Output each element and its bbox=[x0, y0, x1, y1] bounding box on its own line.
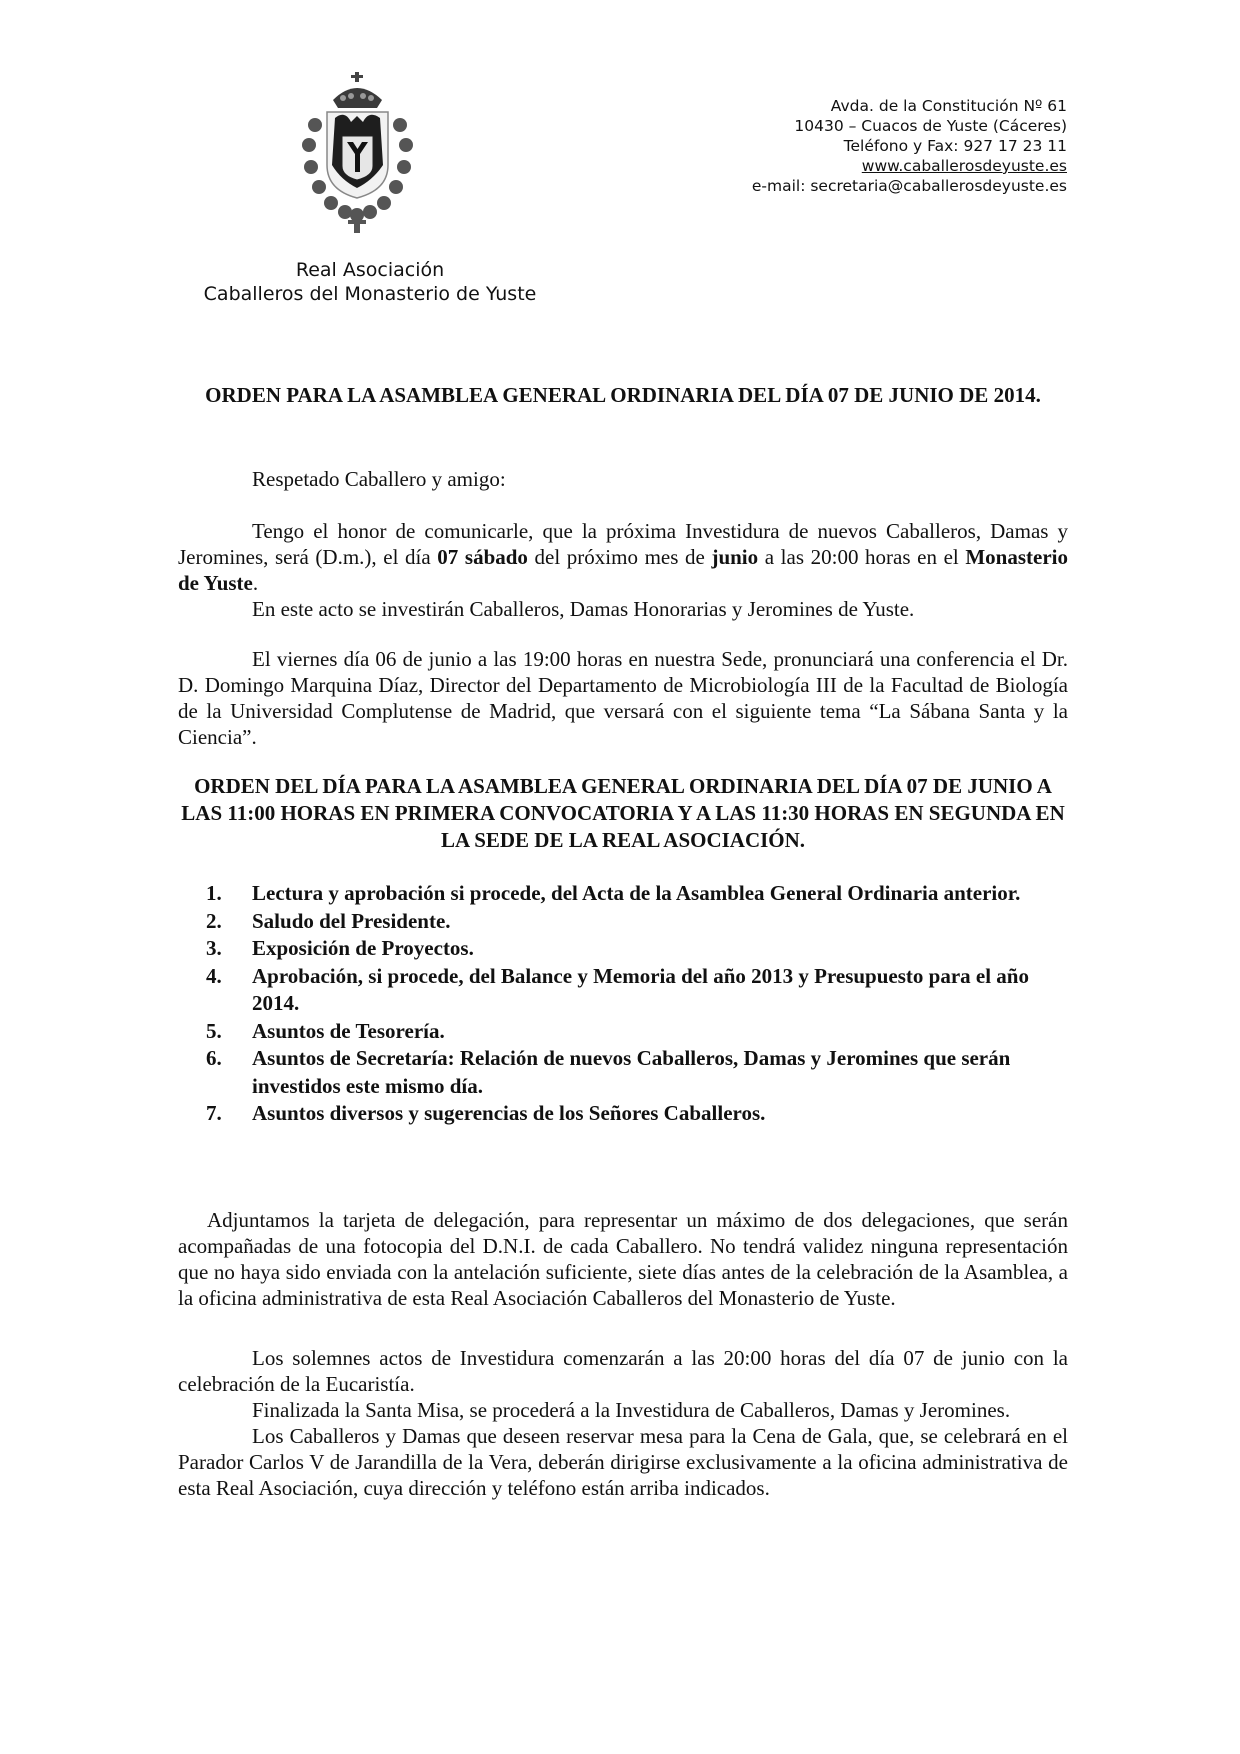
bold-month: junio bbox=[711, 545, 759, 569]
text-run: . bbox=[252, 571, 259, 595]
closing-paragraph-2: Finalizada la Santa Misa, se procederá a la Investidura de Caballeros, Damas y Jeromines. bbox=[252, 1398, 1011, 1422]
agenda-item bbox=[206, 935, 1068, 963]
agenda-text: Aprobación, si procede, del Balance y Memoria del año 2013 y Presupuesto para el año 2014. bbox=[252, 963, 1029, 1015]
text-run: Tengo el honor de comunicarle, que la próxima Investidura de nuevos Caballeros, Damas y Jeromines, será (D.m.), el día bbox=[178, 519, 1068, 569]
agenda-number: 1. bbox=[206, 881, 222, 905]
intro-section bbox=[178, 518, 1068, 622]
contact-info bbox=[752, 96, 1067, 196]
bold-venue: Monasterio de Yuste bbox=[178, 545, 1068, 595]
text-run: del próximo mes de bbox=[527, 545, 712, 569]
text-run: a las 20:00 horas en el bbox=[758, 545, 966, 569]
agenda-number: 7. bbox=[206, 1101, 222, 1125]
address-line-1: Avda. de la Constitución Nº 61 bbox=[830, 97, 1067, 115]
closing-section bbox=[178, 1345, 1068, 1501]
agenda-number: 3. bbox=[206, 936, 222, 960]
agenda-number: 2. bbox=[206, 908, 222, 933]
phone-fax: Teléfono y Fax: 927 17 23 11 bbox=[843, 137, 1067, 155]
agenda-item bbox=[206, 1100, 1068, 1128]
bold-date: 07 sábado bbox=[437, 545, 528, 569]
delegation-section bbox=[178, 1207, 1068, 1311]
agenda-number: 4. bbox=[206, 963, 222, 988]
agenda-text: Lectura y aprobación si procede, del Acta de la Asamblea General Ordinaria anterior. bbox=[252, 881, 1021, 905]
conference-section bbox=[178, 646, 1068, 750]
document-title: ORDEN PARA LA ASAMBLEA GENERAL ORDINARIA DEL DÍA 07 DE JUNIO DE 2014. bbox=[205, 383, 1041, 407]
delegation-paragraph: Adjuntamos la tarjeta de delegación, para representar un máximo de dos delegaciones, que serán acompañadas de una fotocopia del D.N.I. de cada Caballero. No tendrá validez ninguna representación que no haya sido enviada con la antelación suficiente, siete días antes de la celebración de la Asamblea, a la oficina administrativa de esta Real Asociación Caballeros del Monasterio de Yuste. bbox=[178, 1208, 1068, 1310]
agenda-item bbox=[206, 963, 1068, 1018]
coat-of-arms-logo bbox=[285, 70, 430, 235]
organization-name bbox=[185, 258, 555, 306]
org-line-1: Real Asociación bbox=[295, 259, 445, 281]
org-line-2: Caballeros del Monasterio de Yuste bbox=[203, 283, 537, 305]
agenda-item bbox=[206, 908, 1068, 936]
address-line-2: 10430 – Cuacos de Yuste (Cáceres) bbox=[794, 117, 1067, 135]
intro-paragraph-2: En este acto se investirán Caballeros, Damas Honorarias y Jeromines de Yuste. bbox=[252, 597, 915, 621]
agenda-item bbox=[206, 1045, 1068, 1100]
agenda-number: 5. bbox=[206, 1018, 222, 1043]
email-address[interactable]: e-mail: secretaria@caballerosdeyuste.es bbox=[751, 177, 1067, 195]
agenda-list bbox=[206, 880, 1068, 1128]
greeting: Respetado Caballero y amigo: bbox=[252, 467, 506, 491]
agenda-text: Asuntos de Secretaría: Relación de nuevos Caballeros, Damas y Jeromines que serán investidos este mismo día. bbox=[252, 1046, 1011, 1098]
agenda-number: 6. bbox=[206, 1046, 222, 1070]
agenda-text: Asuntos diversos y sugerencias de los Señores Caballeros. bbox=[252, 1101, 766, 1125]
agenda-item bbox=[206, 880, 1068, 908]
agenda-text: Saludo del Presidente. bbox=[252, 908, 451, 933]
closing-paragraph-1: Los solemnes actos de Investidura comenzarán a las 20:00 horas del día 07 de junio con la celebración de la Eucaristía. bbox=[178, 1346, 1068, 1396]
agenda-text: Exposición de Proyectos. bbox=[252, 936, 474, 960]
conference-paragraph: El viernes día 06 de junio a las 19:00 horas en nuestra Sede, pronunciará una conferencia el Dr. D. Domingo Marquina Díaz, Director del Departamento de Microbiología III de la Facultad de Biología de la Universidad Complutense de Madrid, que versará con el siguiente tema “La Sábana Santa y la Ciencia”. bbox=[178, 647, 1068, 749]
agenda-text: Asuntos de Tesorería. bbox=[252, 1018, 445, 1043]
intro-paragraph-1 bbox=[178, 518, 1068, 596]
closing-paragraph-3: Los Caballeros y Damas que deseen reservar mesa para la Cena de Gala, que, se celebrará en el Parador Carlos V de Jarandilla de la Vera, deberán dirigirse exclusivamente a la oficina administrativa de esta Real Asociación, cuya dirección y teléfono están arriba indicados. bbox=[178, 1424, 1068, 1500]
agenda-item bbox=[206, 1018, 1068, 1046]
agenda-title: ORDEN DEL DÍA PARA LA ASAMBLEA GENERAL ORDINARIA DEL DÍA 07 DE JUNIO A LAS 11:00 HORAS EN PRIMERA CONVOCATORIA Y A LAS 11:30 HORAS EN SEGUNDA EN LA SEDE DE LA REAL ASOCIACIÓN. bbox=[181, 774, 1065, 852]
website-link[interactable]: www.caballerosdeyuste.es bbox=[861, 157, 1067, 175]
